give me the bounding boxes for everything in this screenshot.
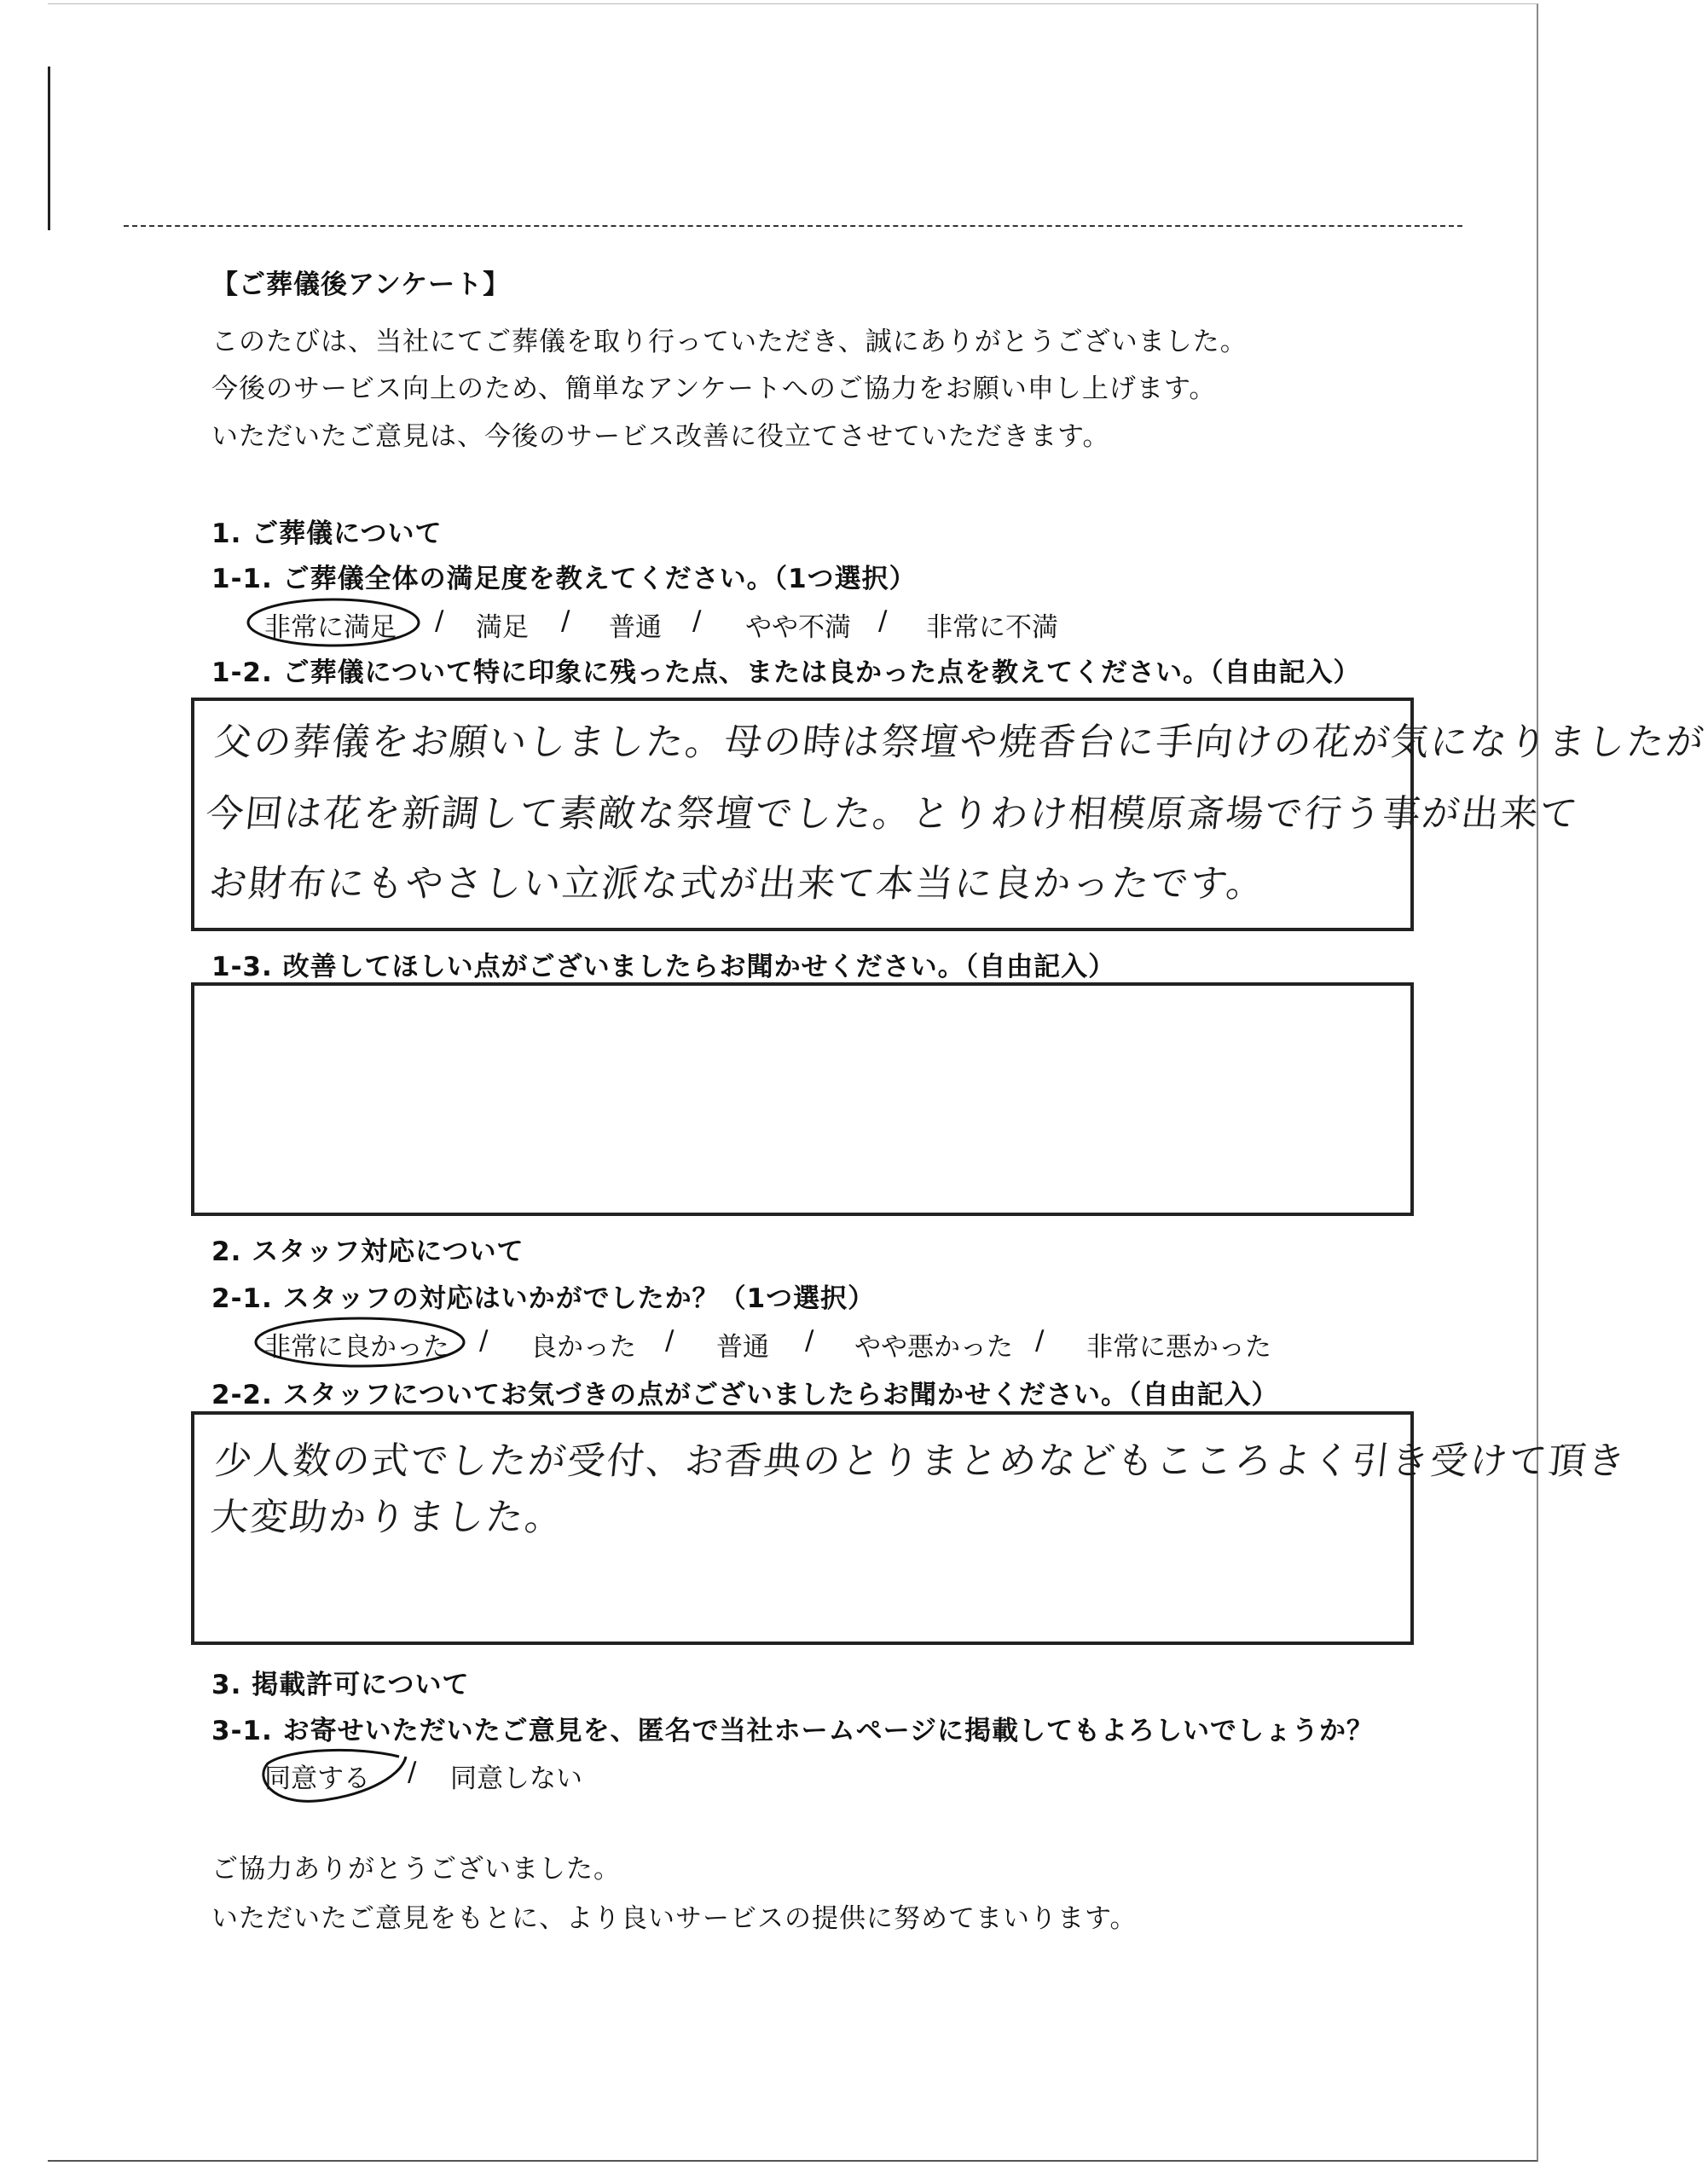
separator: / bbox=[665, 1325, 675, 1356]
q1-2-answer-box[interactable] bbox=[191, 698, 1708, 931]
section2-title: 2. スタッフ対応について bbox=[211, 1236, 524, 1267]
cut-line bbox=[124, 225, 1462, 227]
intro-line-1: このたびは、当社にてご葬儀を取り行っていただき、誠にありがとうございました。 bbox=[211, 327, 1248, 357]
footer-thanks: ご協力ありがとうございました。 bbox=[211, 1854, 621, 1885]
q3-1-option-2[interactable]: 同意しない bbox=[450, 1763, 582, 1794]
q1-1-option-2[interactable]: 満足 bbox=[476, 612, 529, 643]
q3-1-label: 3-1. お寄せいただいたご意見を、匿名で当社ホームページに掲載してもよろしいでしょうか？ bbox=[211, 1716, 1374, 1746]
q2-2-label: 2-2. スタッフについてお気づきの点がございましたらお聞かせください。（自由記入） bbox=[211, 1380, 1279, 1410]
selection-circle-q2-1 bbox=[251, 1313, 469, 1371]
separator: / bbox=[435, 605, 444, 636]
q1-1-option-1[interactable]: 非常に満足 bbox=[264, 612, 397, 643]
survey-title: 【ご葬儀後アンケート】 bbox=[211, 269, 511, 300]
q3-1-option-1[interactable]: 同意する bbox=[264, 1763, 370, 1794]
q2-2-answer-line-1: 少人数の式でしたが受付、お香典のとりまとめなどもこころよく引き受けて頂き bbox=[211, 1439, 1630, 1483]
q2-1-option-4[interactable]: やや悪かった bbox=[854, 1332, 1013, 1363]
q1-2-answer-line-3: お財布にもやさしい立派な式が出来て本当に良かったです。 bbox=[206, 862, 1268, 906]
q1-2-label: 1-2. ご葬儀について特に印象に残った点、または良かった点を教えてください。（自由記入） bbox=[211, 657, 1361, 688]
separator: / bbox=[1035, 1325, 1045, 1356]
selection-circle-q3-1 bbox=[256, 1745, 409, 1813]
q1-1-label: 1-1. ご葬儀全体の満足度を教えてください。（1つ選択） bbox=[211, 564, 917, 594]
q1-1-option-5[interactable]: 非常に不満 bbox=[926, 612, 1058, 643]
scan-edge-mark bbox=[48, 67, 50, 230]
q2-1-option-1[interactable]: 非常に良かった bbox=[264, 1332, 449, 1363]
q2-2-answer-box[interactable] bbox=[191, 1411, 1630, 1645]
q1-3-answer-box[interactable] bbox=[191, 982, 1414, 1216]
section3-title: 3. 掲載許可について bbox=[211, 1670, 470, 1700]
q2-1-label: 2-1. スタッフの対応はいかがでしたか？（1つ選択） bbox=[211, 1283, 876, 1314]
separator: / bbox=[878, 605, 888, 636]
q2-1-option-3[interactable]: 普通 bbox=[716, 1332, 769, 1363]
separator: / bbox=[561, 605, 570, 636]
q2-1-option-5[interactable]: 非常に悪かった bbox=[1086, 1332, 1271, 1363]
q1-1-option-4[interactable]: やや不満 bbox=[745, 612, 851, 643]
intro-line-3: いただいたご意見は、今後のサービス改善に役立てさせていただきます。 bbox=[211, 421, 1110, 452]
separator: / bbox=[692, 605, 702, 636]
separator: / bbox=[408, 1757, 417, 1787]
q2-2-answer-line-2: 大変助かりました。 bbox=[208, 1496, 567, 1539]
q1-1-option-3[interactable]: 普通 bbox=[609, 612, 662, 643]
q2-1-option-2[interactable]: 良かった bbox=[530, 1332, 636, 1363]
separator: / bbox=[479, 1325, 489, 1356]
selection-circle-q1-1 bbox=[244, 595, 423, 651]
q1-2-answer-line-1: 父の葬儀をお願いしました。母の時は祭壇や焼香台に手向けの花が気になりましたが bbox=[211, 721, 1708, 764]
section1-title: 1. ご葬儀について bbox=[211, 518, 443, 549]
separator: / bbox=[805, 1325, 814, 1356]
footer-message: いただいたご意見をもとに、より良いサービスの提供に努めてまいります。 bbox=[211, 1903, 1138, 1934]
q1-2-answer-line-2: 今回は花を新調して素敵な祭壇でした。とりわけ相模原斎場で行う事が出来て bbox=[203, 792, 1582, 836]
intro-line-2: 今後のサービス向上のため、簡単なアンケートへのご協力をお願い申し上げます。 bbox=[211, 373, 1217, 404]
q1-3-label: 1-3. 改善してほしい点がございましたらお聞かせください。（自由記入） bbox=[211, 952, 1116, 982]
